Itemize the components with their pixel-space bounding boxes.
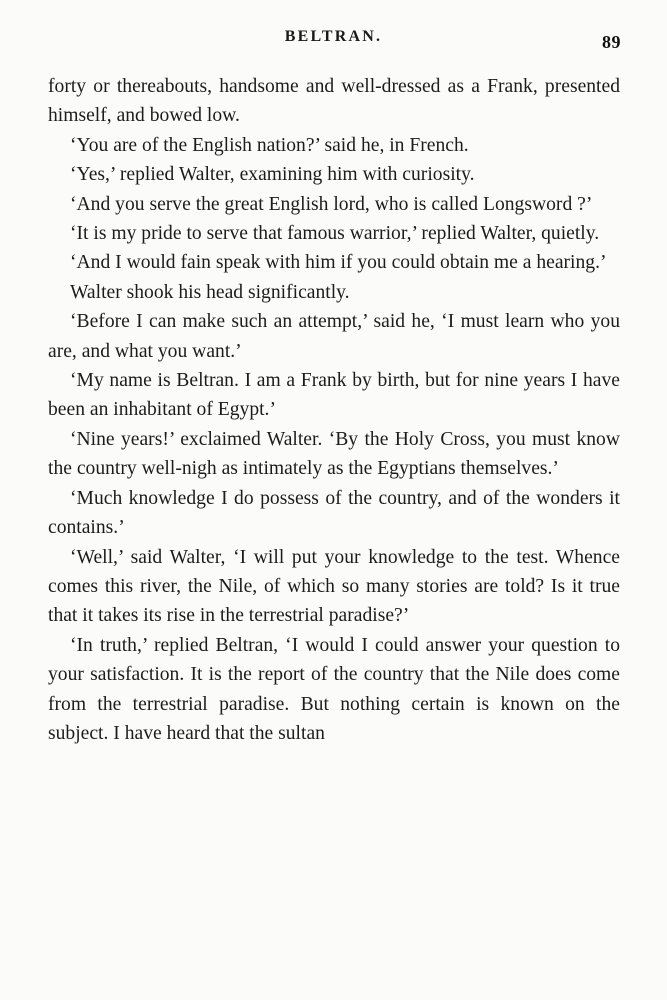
paragraph: ‘You are of the English nation?’ said he, in French. [70, 134, 469, 156]
paragraph: forty or thereabouts, handsome and well-dressed as a Frank, presented himself, and bowed low. [48, 76, 620, 127]
paragraph: ‘Much knowledge I do possess of the country, and of the wonders it contains.’ [48, 487, 620, 539]
paragraph: ‘My name is Beltran. I am a Frank by birth, but for nine years I have been an inhabitant of Egypt.’ [48, 370, 620, 421]
page-number: 89 [602, 32, 621, 52]
paragraph: ‘Before I can make such an attempt,’ said he, ‘I must learn who you are, and what you want.’ [48, 311, 620, 362]
page-header [0, 28, 667, 58]
paragraph: ‘It is my pride to serve that famous warrior,’ replied Walter, quietly. [70, 223, 600, 245]
paragraph: ‘Nine years!’ exclaimed Walter. ‘By the Holy Cross, you must know the country well-nigh as intimately as the Egyptians themselves.’ [48, 428, 620, 480]
paragraph: ‘And I would fain speak with him if you could obtain me a hearing.’ [70, 252, 607, 274]
paragraph: Walter shook his head significantly. [70, 281, 350, 303]
running-head: BELTRAN. [284, 28, 383, 45]
paragraph: ‘Well,’ said Walter, ‘I will put your knowledge to the test. Whence comes this river, the Nile, of which so many stories are told? Is it true that it takes its rise in the terrestrial paradise?’ [48, 546, 620, 627]
paragraph: ‘Yes,’ replied Walter, examining him with curiosity. [70, 164, 475, 186]
paragraph: ‘And you serve the great English lord, who is called Longsword ?’ [70, 193, 593, 215]
paragraph: ‘In truth,’ replied Beltran, ‘I would I could answer your question to your satisfaction. It is the report of the country that the Nile does come from the terrestrial paradise. But nothing certain is known on the subject. I have heard that the sultan [48, 634, 620, 744]
body-text [48, 72, 620, 748]
